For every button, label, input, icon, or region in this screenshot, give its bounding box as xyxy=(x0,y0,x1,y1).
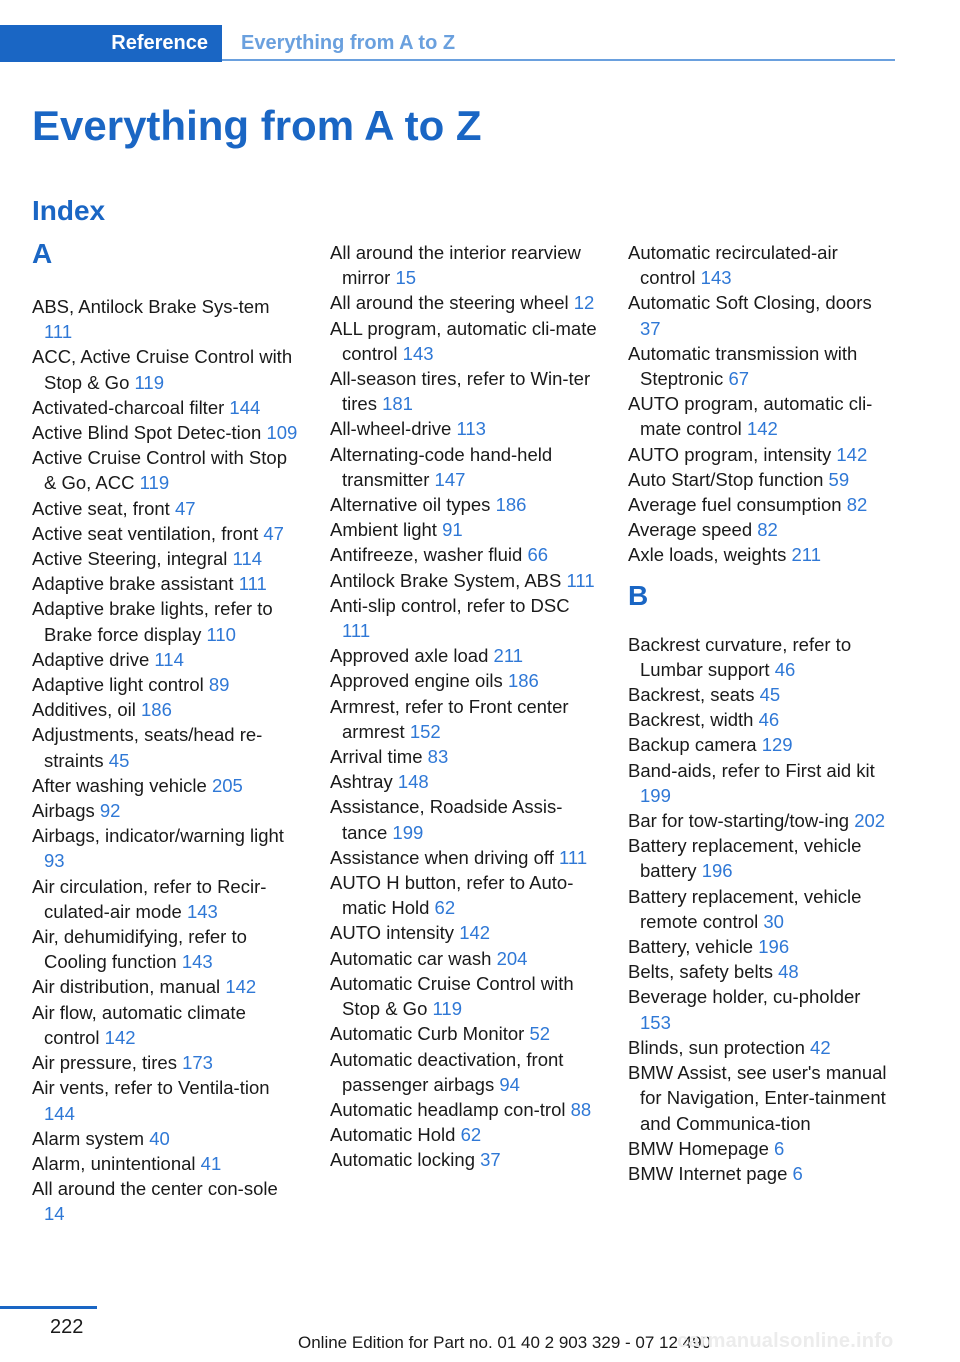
index-entry-term: Active Cruise Control with Stop & Go, ACC xyxy=(32,447,287,494)
index-entry xyxy=(32,521,300,546)
index-entry xyxy=(330,593,598,643)
index-entry-term: Additives, oil xyxy=(32,699,136,721)
index-entry-term: Adaptive light control xyxy=(32,674,204,696)
index-entry xyxy=(32,874,300,924)
index-entry-term: Active seat, front xyxy=(32,497,170,519)
header-rule xyxy=(222,59,895,61)
index-page-link[interactable]: 205 xyxy=(211,774,243,796)
index-page-link[interactable]: 119 xyxy=(134,371,164,393)
index-entry xyxy=(628,542,896,567)
index-page-link[interactable]: 52 xyxy=(529,1023,551,1045)
index-entry xyxy=(628,758,896,808)
index-entry xyxy=(330,870,598,920)
index-entry xyxy=(628,341,896,391)
index-entry-term: Active Steering, integral xyxy=(32,548,228,570)
index-entry-term: Average fuel consumption xyxy=(628,494,842,516)
index-page-link[interactable]: 153 xyxy=(640,1011,671,1033)
index-entry-term: Armrest, refer to Front center armrest xyxy=(330,695,569,742)
index-page-link[interactable]: 144 xyxy=(229,396,261,418)
index-entry-term: Automatic car wash xyxy=(330,947,492,969)
index-entry-term: Antilock Brake System, ABS xyxy=(330,569,562,591)
header-tab-reference: Reference xyxy=(0,25,222,62)
index-page-link[interactable]: 111 xyxy=(44,321,73,343)
index-entry xyxy=(628,442,896,467)
index-entry-term: Automatic recirculated-air control xyxy=(628,242,838,289)
index-entry xyxy=(32,445,300,495)
index-entry-term: All around the steering wheel xyxy=(330,292,569,314)
index-entry-term: Ambient light xyxy=(330,519,437,541)
index-page-link[interactable]: 142 xyxy=(746,418,778,440)
index-column-2 xyxy=(330,240,598,1173)
index-entry-term: Automatic deactivation, front passenger airbags xyxy=(330,1048,564,1095)
index-entry xyxy=(330,568,598,593)
index-entry xyxy=(32,823,300,873)
index-entry-term: Backrest curvature, refer to Lumbar support xyxy=(628,633,852,680)
index-page-link[interactable]: 45 xyxy=(108,749,130,771)
index-entry xyxy=(330,416,598,441)
index-entry xyxy=(32,647,300,672)
index-entry xyxy=(32,546,300,571)
index-page-link[interactable]: 142 xyxy=(836,443,868,465)
index-entry xyxy=(330,1122,598,1147)
index-entry-term: Arrival time xyxy=(330,746,423,768)
index-page-link[interactable]: 67 xyxy=(728,368,750,390)
index-entry xyxy=(330,442,598,492)
index-entry-term: Alternating-code hand-held transmitter xyxy=(330,443,553,490)
index-entry xyxy=(628,467,896,492)
index-entry-term: Approved engine oils xyxy=(330,670,503,692)
index-entry xyxy=(32,420,300,445)
index-page-link[interactable]: 111 xyxy=(238,573,267,595)
index-page-link[interactable]: 186 xyxy=(507,670,539,692)
index-entry xyxy=(330,769,598,794)
index-entry-term: BMW Assist, see user's manual for Navigation, Enter-tainment and Communica-tion xyxy=(628,1062,887,1134)
index-letter-heading: A xyxy=(32,238,53,269)
index-page-link[interactable]: 114 xyxy=(232,548,263,570)
index-entry xyxy=(330,542,598,567)
index-page-link[interactable]: 47 xyxy=(263,522,284,544)
index-entry-term: AUTO program, automatic cli-mate control xyxy=(628,393,873,440)
index-entry-term: Beverage holder, cu-pholder xyxy=(628,986,861,1008)
index-entry xyxy=(32,395,300,420)
header-breadcrumb: Everything from A to Z xyxy=(241,32,456,54)
index-entry-term: Air, dehumidifying, refer to Cooling function xyxy=(32,926,247,973)
index-entry xyxy=(628,517,896,542)
index-entry-term: Automatic Cruise Control with Stop & Go xyxy=(330,972,574,1020)
index-entry-term: Antifreeze, washer fluid xyxy=(330,544,523,566)
index-page-link[interactable]: 41 xyxy=(200,1152,222,1174)
index-entry xyxy=(330,492,598,517)
index-entry xyxy=(628,1136,896,1161)
index-page-link[interactable]: 30 xyxy=(763,910,784,932)
index-entry-term: Airbags, indicator/warning light xyxy=(32,825,284,847)
index-entry-term: AUTO intensity xyxy=(330,922,455,944)
index-entry-term: Bar for tow-starting/tow-ing xyxy=(628,810,850,832)
index-page-link[interactable]: 186 xyxy=(141,699,172,721)
index-entry-term: Alarm, unintentional xyxy=(32,1152,196,1174)
index-page-link[interactable]: 82 xyxy=(757,519,778,541)
index-page-link[interactable]: 211 xyxy=(493,645,524,667)
index-entry-term: Approved axle load xyxy=(330,645,489,667)
index-page-link[interactable]: 42 xyxy=(810,1036,831,1058)
index-page-link[interactable]: 143 xyxy=(402,342,434,364)
index-entry-term: Alarm system xyxy=(32,1127,145,1149)
index-entry-term: All around the interior rearview mirror xyxy=(330,242,581,289)
index-entry xyxy=(628,1035,896,1060)
index-entry xyxy=(330,668,598,693)
index-entry xyxy=(628,290,896,340)
index-page-link[interactable]: 46 xyxy=(774,658,796,680)
index-entry xyxy=(628,984,896,1034)
index-entry xyxy=(628,732,896,757)
index-page-link[interactable]: 6 xyxy=(792,1162,803,1184)
index-entry xyxy=(628,240,896,290)
index-entry xyxy=(330,946,598,971)
index-entry-term: Automatic Curb Monitor xyxy=(330,1023,525,1045)
index-entry xyxy=(32,344,300,394)
index-entry xyxy=(628,959,896,984)
index-entry xyxy=(330,1047,598,1097)
section-title: Index xyxy=(32,195,106,226)
index-entry-term: Automatic headlamp con-trol xyxy=(330,1098,566,1120)
index-entry-term: Activated-charcoal filter xyxy=(32,396,225,418)
index-entry-term: Airbags xyxy=(32,800,95,822)
index-entry xyxy=(330,1021,598,1046)
index-page-link[interactable]: 114 xyxy=(154,648,184,670)
index-page-link[interactable]: 45 xyxy=(759,684,781,706)
index-entry xyxy=(628,833,896,883)
index-entry xyxy=(330,290,598,315)
index-entry-term: ABS, Antilock Brake Sys-tem xyxy=(32,296,270,317)
index-entry-term: Adjustments, seats/head re-straints xyxy=(32,724,263,771)
index-entry-term: Automatic transmission with Steptronic xyxy=(628,342,858,390)
index-page-link[interactable]: 111 xyxy=(342,620,371,642)
index-entry xyxy=(628,808,896,833)
index-entry xyxy=(32,974,300,999)
index-column-1 xyxy=(32,240,300,1227)
index-entry-term: Backrest, seats xyxy=(628,684,755,706)
index-page-link[interactable]: 199 xyxy=(640,784,671,806)
index-page-link[interactable]: 37 xyxy=(480,1149,501,1171)
index-entry xyxy=(628,682,896,707)
index-page-link[interactable]: 62 xyxy=(460,1124,482,1146)
index-entry-term: Average speed xyxy=(628,519,753,541)
index-entry-term: Air distribution, manual xyxy=(32,976,221,998)
index-page-link[interactable]: 142 xyxy=(225,976,257,998)
index-entry-term: BMW Homepage xyxy=(628,1137,769,1159)
index-page-link[interactable]: 152 xyxy=(409,720,441,742)
running-header xyxy=(0,25,895,62)
index-entry xyxy=(32,294,300,344)
index-page-link[interactable]: 110 xyxy=(206,623,236,645)
index-entry xyxy=(628,707,896,732)
index-entry xyxy=(330,316,598,366)
index-entry xyxy=(32,798,300,823)
index-entry xyxy=(628,492,896,517)
index-entry-term: Adaptive brake assistant xyxy=(32,573,234,595)
index-entry xyxy=(628,934,896,959)
index-page-link[interactable]: 82 xyxy=(846,494,868,516)
index-entry xyxy=(330,643,598,668)
index-entry xyxy=(330,366,598,416)
index-entry xyxy=(32,1075,300,1125)
index-page-link[interactable]: 111 xyxy=(558,846,588,868)
index-entry-term: Automatic Soft Closing, doors xyxy=(628,292,872,314)
index-page-link[interactable]: 119 xyxy=(432,998,462,1020)
index-page-link[interactable]: 109 xyxy=(266,422,298,444)
index-page-link[interactable]: 119 xyxy=(139,472,170,494)
index-entry-term: Active seat ventilation, front xyxy=(32,522,259,544)
index-page-link[interactable]: 181 xyxy=(382,393,413,415)
index-entry-term: All around the center con-sole xyxy=(32,1178,278,1200)
watermark-logo: carmanualsonline.info xyxy=(677,1330,894,1352)
index-page-link[interactable]: 48 xyxy=(778,961,799,983)
index-page-link[interactable]: 196 xyxy=(701,860,733,882)
index-entry-term: Assistance when driving off xyxy=(330,846,554,868)
index-entry xyxy=(32,496,300,521)
index-entry-term: Active Blind Spot Detec-tion xyxy=(32,422,262,444)
index-page-link[interactable]: 66 xyxy=(527,544,549,566)
index-entry-term: ALL program, automatic cli-mate control xyxy=(330,317,597,364)
index-entry-term: Blinds, sun protection xyxy=(628,1036,805,1058)
index-page-link[interactable]: 12 xyxy=(573,292,595,314)
index-entry-term: Alternative oil types xyxy=(330,494,491,516)
index-page-link[interactable]: 15 xyxy=(395,267,417,289)
index-entry xyxy=(32,1176,300,1226)
index-entry xyxy=(32,1050,300,1075)
index-entry xyxy=(32,924,300,974)
index-entry-term: ACC, Active Cruise Control with Stop & Go xyxy=(32,346,293,393)
index-entry-term: Automatic Hold xyxy=(330,1124,456,1146)
index-entry xyxy=(32,1151,300,1176)
index-entry xyxy=(330,694,598,744)
index-entry xyxy=(330,744,598,769)
index-entry xyxy=(628,884,896,934)
index-entry xyxy=(330,1097,598,1122)
page-number: 222 xyxy=(50,1316,84,1338)
index-entry xyxy=(330,920,598,945)
index-page-link[interactable]: 88 xyxy=(570,1098,592,1120)
index-page-link[interactable]: 204 xyxy=(496,947,528,969)
index-page-link[interactable]: 91 xyxy=(442,519,463,541)
index-entry-term: Backrest, width xyxy=(628,709,754,731)
index-page-link[interactable]: 173 xyxy=(182,1052,213,1074)
index-entry-term: Air circulation, refer to Recir-culated-air mode xyxy=(32,875,267,922)
index-entry-term: Automatic locking xyxy=(330,1149,475,1171)
index-page-link[interactable]: 40 xyxy=(149,1127,170,1149)
index-page-link[interactable]: 92 xyxy=(99,800,121,822)
index-page-link[interactable]: 143 xyxy=(186,900,218,922)
index-entry-term: Ashtray xyxy=(330,771,393,793)
index-entry-term: Battery replacement, vehicle battery xyxy=(628,835,862,882)
index-entry-term: Assistance, Roadside Assis-tance xyxy=(330,796,563,843)
index-letter-heading: B xyxy=(628,579,649,611)
index-entry-term: Adaptive drive xyxy=(32,648,150,670)
index-page-link[interactable]: 93 xyxy=(44,850,65,872)
index-page-link[interactable]: 186 xyxy=(495,494,527,516)
index-page-link[interactable]: 83 xyxy=(427,746,449,768)
index-entry-term: Backup camera xyxy=(628,734,757,756)
index-entry-term: BMW Internet page xyxy=(628,1162,788,1184)
index-entry xyxy=(330,1147,598,1172)
index-entry xyxy=(628,1060,896,1136)
index-page-link[interactable]: 94 xyxy=(499,1073,520,1095)
index-entry-term: AUTO H button, refer to Auto-matic Hold xyxy=(330,872,574,919)
index-page-link[interactable]: 14 xyxy=(44,1203,65,1225)
index-entry xyxy=(32,1126,300,1151)
index-page-link[interactable]: 143 xyxy=(700,267,732,289)
index-page-link[interactable]: 202 xyxy=(854,810,886,832)
index-page-link[interactable]: 143 xyxy=(181,951,213,973)
index-page-link[interactable]: 196 xyxy=(758,936,790,958)
index-entry xyxy=(330,794,598,844)
index-page-link[interactable]: 47 xyxy=(174,497,196,519)
index-entry-term: Belts, safety belts xyxy=(628,961,773,983)
index-entry-term: All-season tires, refer to Win-ter tires xyxy=(330,368,591,415)
index-page-link[interactable]: 62 xyxy=(434,897,456,919)
index-entry-term: Battery replacement, vehicle remote control xyxy=(628,885,862,932)
index-entry xyxy=(32,697,300,722)
index-page-link[interactable]: 6 xyxy=(774,1137,785,1159)
edition-footer: Online Edition for Part no. 01 40 2 903 329 - 07 12 490 xyxy=(298,1333,712,1352)
index-entry xyxy=(330,240,598,290)
index-page-link[interactable]: 46 xyxy=(758,709,780,731)
index-entry-term: All-wheel-drive xyxy=(330,418,452,440)
index-page-link[interactable]: 142 xyxy=(459,922,491,944)
index-entry xyxy=(628,632,896,682)
page-title: Everything from A to Z xyxy=(32,102,482,149)
index-entry-term: Battery, vehicle xyxy=(628,936,754,958)
index-page-link[interactable]: 111 xyxy=(566,569,595,591)
index-entry xyxy=(32,672,300,697)
index-page-link[interactable]: 89 xyxy=(208,674,230,696)
index-entry-term: AUTO program, intensity xyxy=(628,443,832,465)
index-entry xyxy=(330,971,598,1021)
index-page-link[interactable]: 142 xyxy=(104,1026,136,1048)
index-entry xyxy=(32,773,300,798)
index-entry-term: Air pressure, tires xyxy=(32,1052,177,1074)
index-entry-term: Auto Start/Stop function xyxy=(628,468,824,490)
index-page-link[interactable]: 211 xyxy=(791,544,822,566)
index-entry-term: Air vents, refer to Ventila-tion xyxy=(32,1077,270,1099)
index-page-link[interactable]: 144 xyxy=(44,1102,75,1124)
index-entry-term: Axle loads, weights xyxy=(628,544,787,566)
index-page-link[interactable]: 147 xyxy=(434,468,466,490)
index-page-link[interactable]: 148 xyxy=(397,771,429,793)
index-entry xyxy=(330,517,598,542)
index-column-3 xyxy=(628,240,896,1186)
index-entry xyxy=(330,845,598,870)
index-entry-term: After washing vehicle xyxy=(32,774,207,796)
index-entry xyxy=(628,1161,896,1186)
index-entry-term: Adaptive brake lights, refer to Brake force display xyxy=(32,598,273,645)
index-entry xyxy=(32,722,300,772)
index-page-link[interactable]: 199 xyxy=(392,821,424,843)
index-entry xyxy=(628,391,896,441)
index-page-link[interactable]: 129 xyxy=(761,734,793,756)
index-entry-term: Band-aids, refer to First aid kit xyxy=(628,759,875,781)
index-entry xyxy=(32,571,300,596)
index-entry-term: Air flow, automatic climate control xyxy=(32,1001,246,1048)
footer-rule xyxy=(0,1306,97,1309)
index-entry xyxy=(32,1000,300,1050)
index-page-link[interactable]: 37 xyxy=(640,317,661,339)
index-entry xyxy=(32,596,300,646)
index-page-link[interactable]: 113 xyxy=(456,418,486,440)
index-entry-term: Anti-slip control, refer to DSC xyxy=(330,594,570,616)
index-page-link[interactable]: 59 xyxy=(828,468,850,490)
